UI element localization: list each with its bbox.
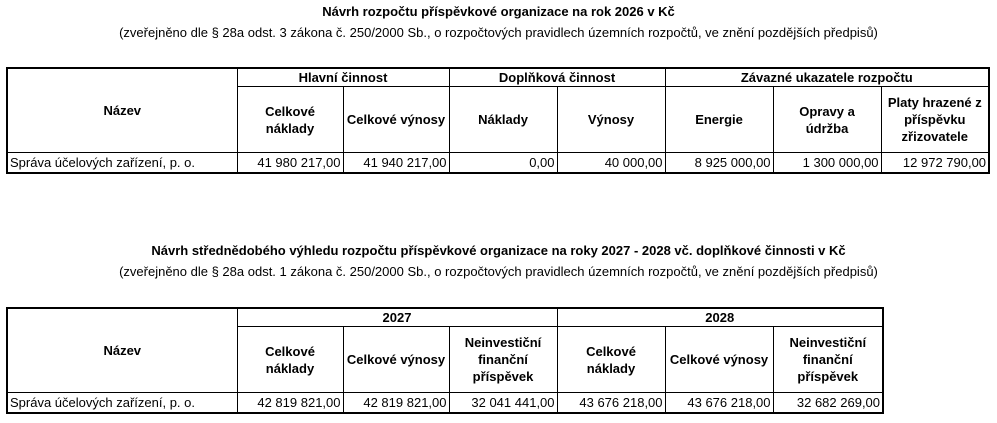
header-year-2027: 2027	[237, 308, 557, 327]
header-col: Energie	[665, 87, 773, 153]
header-col: Celkové náklady	[237, 87, 343, 153]
cell-value: 1 300 000,00	[773, 153, 881, 173]
header-main-activity: Hlavní činnost	[237, 68, 449, 87]
header-col: Náklady	[449, 87, 557, 153]
budget-subtitle: (zveřejněno dle § 28a odst. 3 zákona č. 250/2000 Sb., o rozpočtových pravidlech územních rozpočtů, ve znění pozdějších předpisů)	[119, 25, 878, 40]
table-row	[7, 393, 883, 413]
row-name: Správa účelových zařízení, p. o.	[7, 153, 237, 173]
header-col: Celkové náklady	[557, 327, 665, 393]
table-row	[7, 153, 989, 173]
budget-title: Návrh rozpočtu příspěvkové organizace na rok 2026 v Kč	[322, 4, 675, 19]
header-name: Název	[7, 308, 237, 393]
cell-value: 32 682 269,00	[773, 393, 883, 413]
cell-value: 42 819 821,00	[343, 393, 449, 413]
cell-value: 42 819 821,00	[237, 393, 343, 413]
cell-value: 43 676 218,00	[557, 393, 665, 413]
cell-value: 12 972 790,00	[881, 153, 989, 173]
cell-value: 0,00	[449, 153, 557, 173]
cell-value: 40 000,00	[557, 153, 665, 173]
header-binding-indicators: Závazné ukazatele rozpočtu	[665, 68, 989, 87]
header-col: Opravy a údržba	[773, 87, 881, 153]
header-col: Celkové výnosy	[665, 327, 773, 393]
cell-value: 43 676 218,00	[665, 393, 773, 413]
header-col: Neinvestiční finanční příspěvek	[773, 327, 883, 393]
header-year-2028: 2028	[557, 308, 883, 327]
header-col: Platy hrazené z příspěvku zřizovatele	[881, 87, 989, 153]
cell-value: 8 925 000,00	[665, 153, 773, 173]
header-side-activity: Doplňková činnost	[449, 68, 665, 87]
outlook-table	[6, 307, 884, 414]
header-name: Název	[7, 68, 237, 153]
cell-value: 41 940 217,00	[343, 153, 449, 173]
header-col: Celkové náklady	[237, 327, 343, 393]
outlook-subtitle: (zveřejněno dle § 28a odst. 1 zákona č. 250/2000 Sb., o rozpočtových pravidlech územních rozpočtů, ve znění pozdějších předpisů)	[119, 264, 878, 279]
header-col: Neinvestiční finanční příspěvek	[449, 327, 557, 393]
cell-value: 41 980 217,00	[237, 153, 343, 173]
cell-value: 32 041 441,00	[449, 393, 557, 413]
row-name: Správa účelových zařízení, p. o.	[7, 393, 237, 413]
budget-table	[6, 67, 990, 174]
header-col: Celkové výnosy	[343, 87, 449, 153]
header-col: Výnosy	[557, 87, 665, 153]
outlook-title: Návrh střednědobého výhledu rozpočtu příspěvkové organizace na roky 2027 - 2028 vč. doplňkové činnosti v Kč	[151, 243, 846, 258]
header-col: Celkové výnosy	[343, 327, 449, 393]
